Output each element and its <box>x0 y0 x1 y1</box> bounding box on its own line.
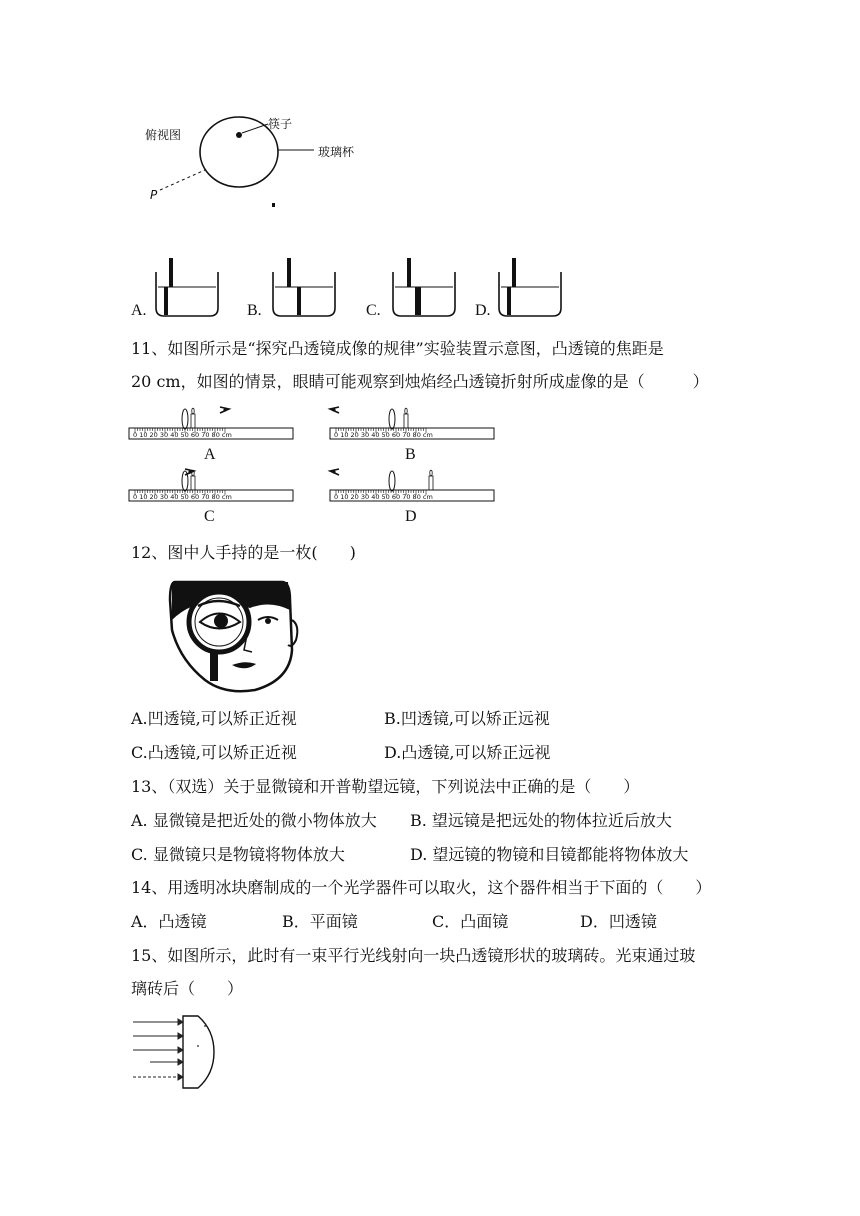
q13-stem: 13、（双选）关于显微镜和开普勒望远镜，下列说法中正确的是（ ） <box>131 777 640 796</box>
q14-option-b: B．平面镜 <box>282 912 358 931</box>
q14-option-d: D．凹透镜 <box>580 912 657 931</box>
q14-option-c: C．凸面镜 <box>432 912 509 931</box>
bench-label-c: C <box>204 508 215 525</box>
bench-label-b: B <box>405 446 416 463</box>
chopstick-label: 筷子 <box>268 117 293 131</box>
q10-option-d: D. <box>475 302 491 319</box>
bench-scale-text: 0 10 20 30 40 50 60 70 80 cm <box>133 431 232 439</box>
q14-stem: 14、用透明冰块磨制成的一个光学器件可以取火，这个器件相当于下面的（ ） <box>131 878 712 897</box>
glass-label: 玻璃杯 <box>318 145 355 159</box>
q13-option-d: D. 望远镜的物镜和目镜都能将物体放大 <box>410 845 689 864</box>
q15-stem-line1: 15、如图所示，此时有一束平行光线射向一块凸透镜形状的玻璃砖。光束通过玻 <box>131 946 696 965</box>
bench-scale-text: 0 10 20 30 40 50 60 70 80 cm <box>133 493 232 501</box>
q11-stem-line1: 11、如图所示是“探究凸透镜成像的规律”实验装置示意图，凸透镜的焦距是 <box>131 339 664 358</box>
q12-stem: 12、图中人手持的是一枚( ) <box>131 543 356 562</box>
q12-option-b: B.凹透镜,可以矫正远视 <box>384 709 550 728</box>
q12-option-c: C.凸透镜,可以矫正近视 <box>131 743 297 762</box>
q11-stem-line2: 20 cm，如图的情景，眼睛可能观察到烛焰经凸透镜折射所成虚像的是（ ） <box>131 372 709 391</box>
q10-option-b: B. <box>247 302 262 319</box>
bench-scale-text: 0 10 20 30 40 50 60 70 80 cm <box>334 431 433 439</box>
q14-option-a: A．凸透镜 <box>131 912 207 931</box>
q15-stem-line2: 璃砖后（ ） <box>131 979 244 998</box>
bench-scale-text: 0 10 20 30 40 50 60 70 80 cm <box>334 493 433 501</box>
q10-option-c: C. <box>366 302 381 319</box>
q13-option-b: B. 望远镜是把远处的物体拉近后放大 <box>410 811 672 830</box>
q12-option-a: A.凹透镜,可以矫正近视 <box>131 709 297 728</box>
bench-label-a: A <box>204 446 216 463</box>
q13-option-a: A. 显微镜是把近处的微小物体放大 <box>131 811 377 830</box>
q10-option-a: A. <box>131 302 147 319</box>
top-view-label: 俯视图 <box>145 128 182 142</box>
point-p-label: P <box>150 188 158 202</box>
q13-option-c: C. 显微镜只是物镜将物体放大 <box>131 845 345 864</box>
q12-option-d: D.凸透镜,可以矫正远视 <box>384 743 551 762</box>
bench-label-d: D <box>405 508 417 525</box>
